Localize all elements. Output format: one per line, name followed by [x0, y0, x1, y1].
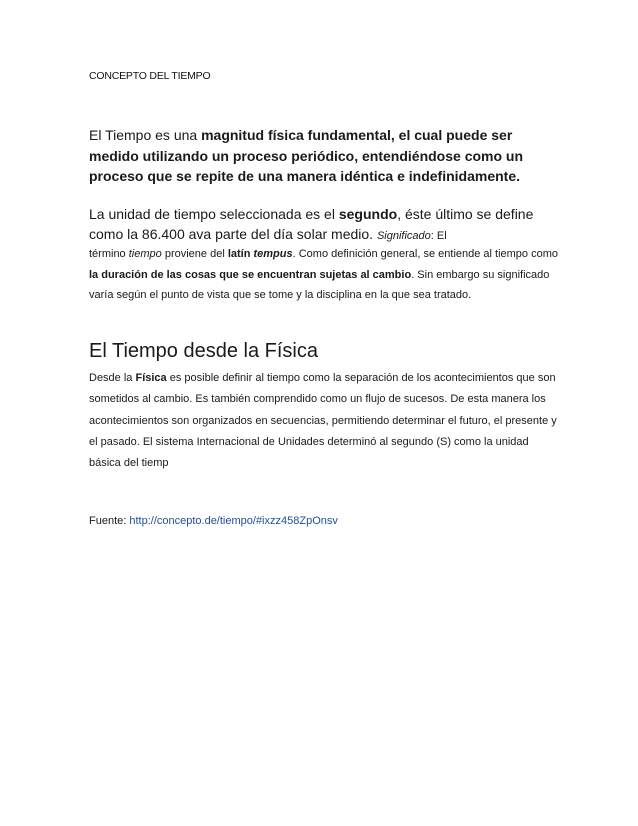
meaning-c: proviene del [161, 248, 228, 260]
meaning-latin: latín [227, 248, 254, 260]
intro-connector: es una [151, 127, 202, 143]
unit-text-c: , éste último se define como la 86.400 ava parte del día solar medio. [89, 206, 534, 242]
meaning-tempus: tempus [253, 248, 293, 260]
meaning-a: término [89, 248, 129, 260]
unit-text-e: : El [430, 229, 447, 242]
meaning-h: . Sin embargo su significado varía según el punto de vista que se tome y la disciplina en la que sea tratado. [89, 268, 550, 301]
meaning-paragraph [89, 244, 559, 306]
physics-fisica: Física [135, 372, 167, 384]
intro-paragraph [89, 125, 559, 187]
physics-paragraph [89, 368, 559, 474]
source-line [89, 515, 338, 527]
meaning-tiempo: tiempo [128, 248, 162, 260]
source-link[interactable]: http://concepto.de/tiempo/#ixzz458ZpOnsv [129, 515, 338, 527]
section-heading: El Tiempo desde la Física [89, 340, 318, 362]
source-label: Fuente: [89, 515, 130, 527]
unit-segundo: segundo [338, 206, 398, 222]
intro-subject: El Tiempo [89, 127, 152, 143]
document-title: CONCEPTO DEL TIEMPO [89, 70, 211, 82]
physics-a: Desde la [89, 372, 136, 384]
meaning-f: . Como definición general, se entiende al tiempo como [292, 248, 558, 260]
unit-text-a: La unidad de tiempo seleccionada es el [89, 206, 339, 222]
physics-c: es posible definir al tiempo como la separación de los acontecimientos que son sometidos al cambio. Es también comprendido como un flujo de sucesos. De esta manera los acontecimientos son organizados en secuencias, permitiendo determinar el futuro, el presente y el pasado. El sistema Internacional de Unidades determinó al segundo (S) como la unidad básica del tiemp [89, 372, 557, 470]
unit-paragraph [89, 205, 559, 246]
meaning-duracion: la duración de las cosas que se encuentran sujetas al cambio [89, 268, 412, 281]
unit-significado: Significado [376, 229, 431, 242]
intro-definition: magnitud física fundamental, el cual puede ser medido utilizando un proceso periódico, entendiéndose como un proceso que se repite de una manera idéntica e indefinidamente. [89, 127, 524, 184]
